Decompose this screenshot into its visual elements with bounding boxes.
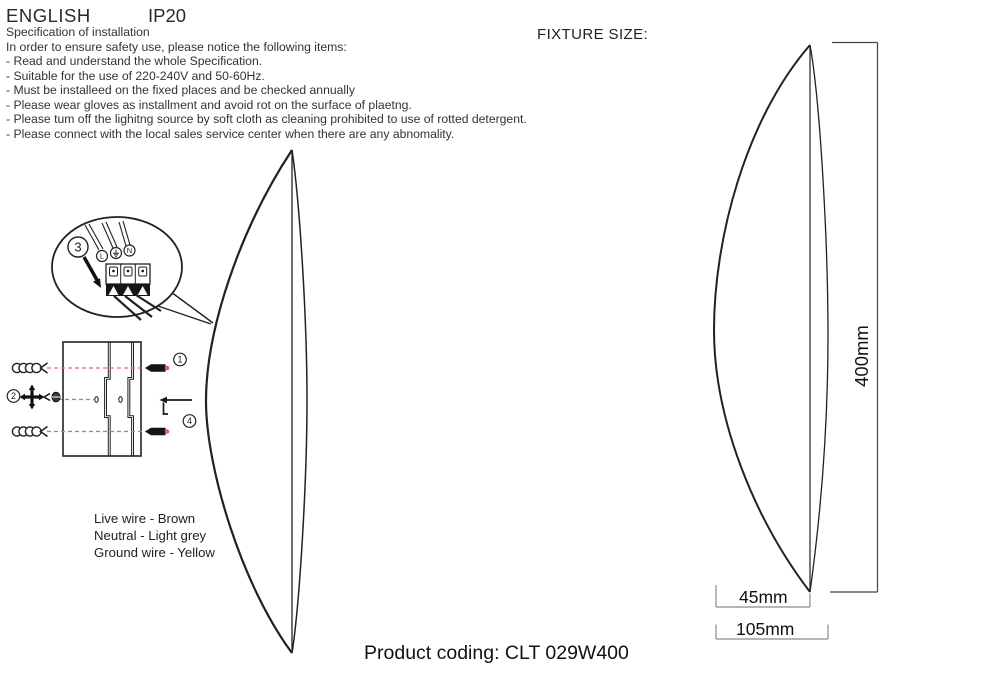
product-coding: Product coding: CLT 029W400 (364, 642, 629, 664)
dimension-400mm-line (830, 43, 878, 593)
fixing-screw-top (145, 364, 169, 371)
legend-live-wire: Live wire - Brown (94, 511, 196, 526)
wall-anchor-top (12, 363, 47, 373)
wiring-callout (52, 217, 213, 324)
spec-item: - Please wear gloves as installment and avoid rot on the surface of plaetng. (6, 97, 412, 112)
small-screw-icon (44, 392, 60, 402)
live-terminal-letter: L (99, 251, 105, 261)
dimension-105mm-line (716, 625, 828, 640)
lamp-profile-left (206, 150, 307, 653)
dimension-45mm-line (716, 585, 810, 607)
step-1-number: 1 (177, 354, 183, 365)
fixing-screw-bottom (145, 428, 169, 435)
ip-rating-label: IP20 (148, 5, 187, 26)
fixture-size-label: FIXTURE SIZE: (537, 26, 649, 43)
dimension-105mm-label: 105mm (736, 619, 795, 639)
spec-item: - Suitable for the use of 220-240V and 50-60Hz. (6, 68, 265, 83)
legend-ground-wire: Ground wire - Yellow (94, 544, 215, 560)
language-label: ENGLISH (6, 5, 91, 26)
terminal-block (106, 264, 150, 296)
neutral-terminal-letter: N (126, 246, 133, 256)
wall-anchor-bottom (12, 427, 47, 437)
legend-neutral-wire: Neutral - Light grey (94, 527, 207, 543)
spec-title: Specification of installation (6, 25, 150, 39)
spec-item: - Read and understand the whole Specification. (6, 54, 263, 69)
step-2-number: 2 (10, 391, 17, 402)
spec-item: - Must be installeed on the fixed places and be checked annually (6, 83, 355, 98)
screwdriver-cross-icon (20, 385, 45, 410)
spec-item: - Please tum off the lighitng source by soft cloth as cleaning prohibited to use of rotted detergent. (6, 112, 527, 127)
hang-arrow-icon (160, 397, 193, 414)
spec-intro: In order to ensure safety use, please notice the following items: (6, 39, 347, 54)
dimension-45mm-label: 45mm (739, 587, 788, 607)
step-4-number: 4 (186, 416, 193, 427)
spec-item: - Please connect with the local sales service center when there are any abnomality. (6, 126, 455, 141)
dimension-400mm-label: 400mm (851, 325, 872, 387)
fixture-size-drawing (714, 45, 828, 592)
step-3-number: 3 (74, 239, 82, 255)
